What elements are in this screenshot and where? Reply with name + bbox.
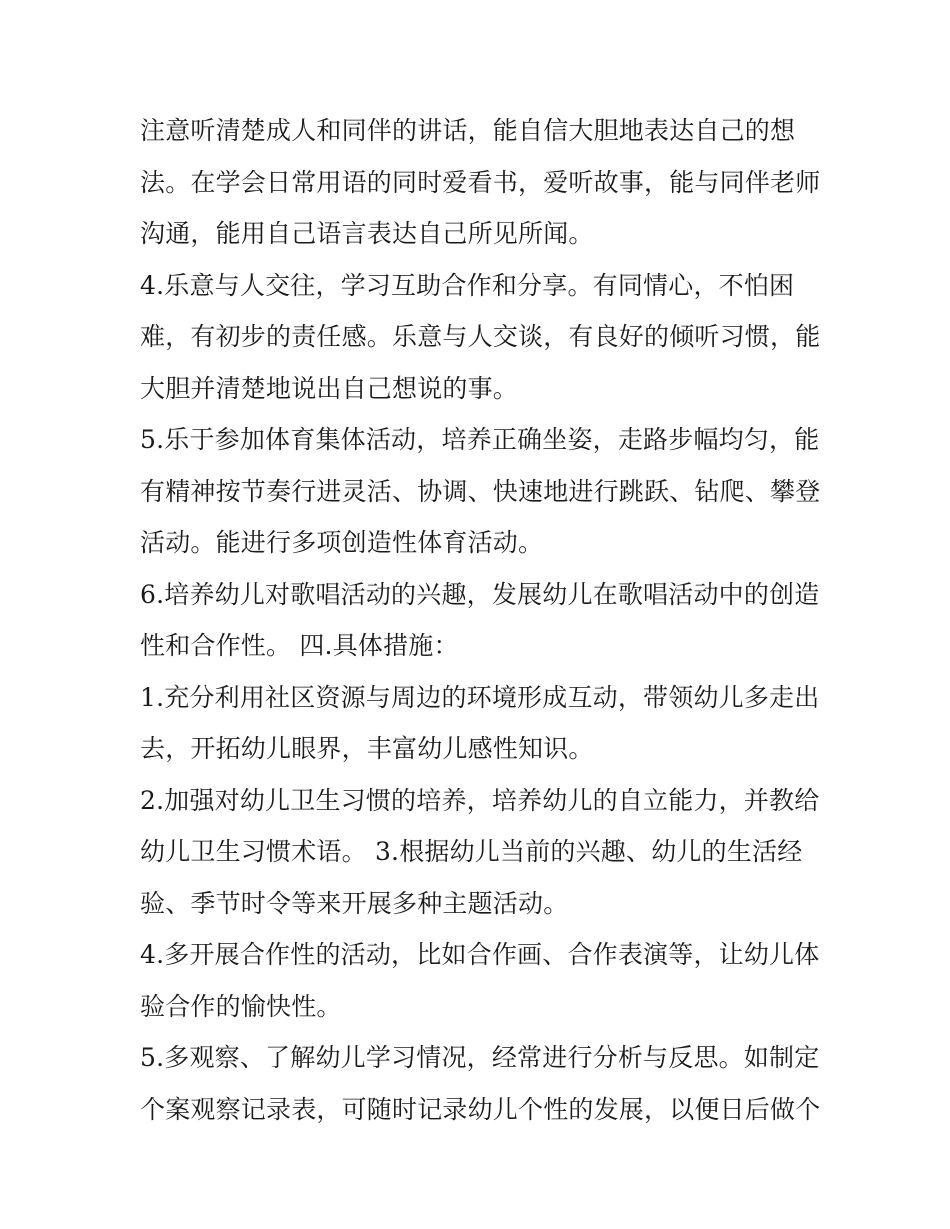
text-line: 幼儿卫生习惯术语。 3.根据幼儿当前的兴趣、幼儿的生活经: [140, 837, 803, 866]
text-line: 1.充分利用社区资源与周边的环境形成互动，带领幼儿多走出: [140, 682, 820, 712]
text-line: 沟通，能用自己语言表达自己所见所闻。: [140, 219, 594, 248]
text-line: 4.多开展合作性的活动，比如合作画、合作表演等，让幼儿体: [140, 940, 820, 969]
text-line: 去，开拓幼儿眼界，丰富幼儿感性知识。: [140, 734, 594, 763]
text-line: 难，有初步的责任感。乐意与人交谈，有良好的倾听习惯，能: [140, 322, 821, 351]
text-line: 大胆并清楚地说出自己想说的事。: [140, 373, 519, 403]
text-line: 4.乐意与人交往，学习互助合作和分享。有同情心，不怕困: [140, 270, 795, 300]
text-line: 2.加强对幼儿卫生习惯的培养，培养幼儿的自立能力，并教给: [140, 785, 820, 815]
text-line: 注意听清楚成人和同伴的讲话，能自信大胆地表达自己的想: [140, 116, 796, 145]
text-line: 个案观察记录表，可随时记录幼儿个性的发展，以便日后做个: [140, 1094, 821, 1124]
text-line: 有精神按节奏行进灵活、协调、快速地进行跳跃、钻爬、攀登: [140, 476, 821, 506]
text-line: 6.培养幼儿对歌唱活动的兴趣，发展幼儿在歌唱活动中的创造: [140, 579, 820, 609]
text-line: 验合作的愉快性。: [140, 991, 342, 1021]
text-line: 5.乐于参加体育集体活动，培养正确坐姿，走路步幅均匀，能: [140, 425, 820, 454]
text-line: 性和合作性。 四.具体措施：: [140, 631, 459, 660]
text-line: 5.多观察、了解幼儿学习情况，经常进行分析与反思。如制定: [140, 1043, 820, 1072]
text-line: 活动。能进行多项创造性体育活动。: [140, 528, 544, 557]
text-line: 法。在学会日常用语的同时爱看书，爱听故事，能与同伴老师: [140, 167, 821, 197]
document-body: [140, 105, 820, 1135]
text-line: 验、季节时令等来开展多种主题活动。: [140, 888, 569, 918]
